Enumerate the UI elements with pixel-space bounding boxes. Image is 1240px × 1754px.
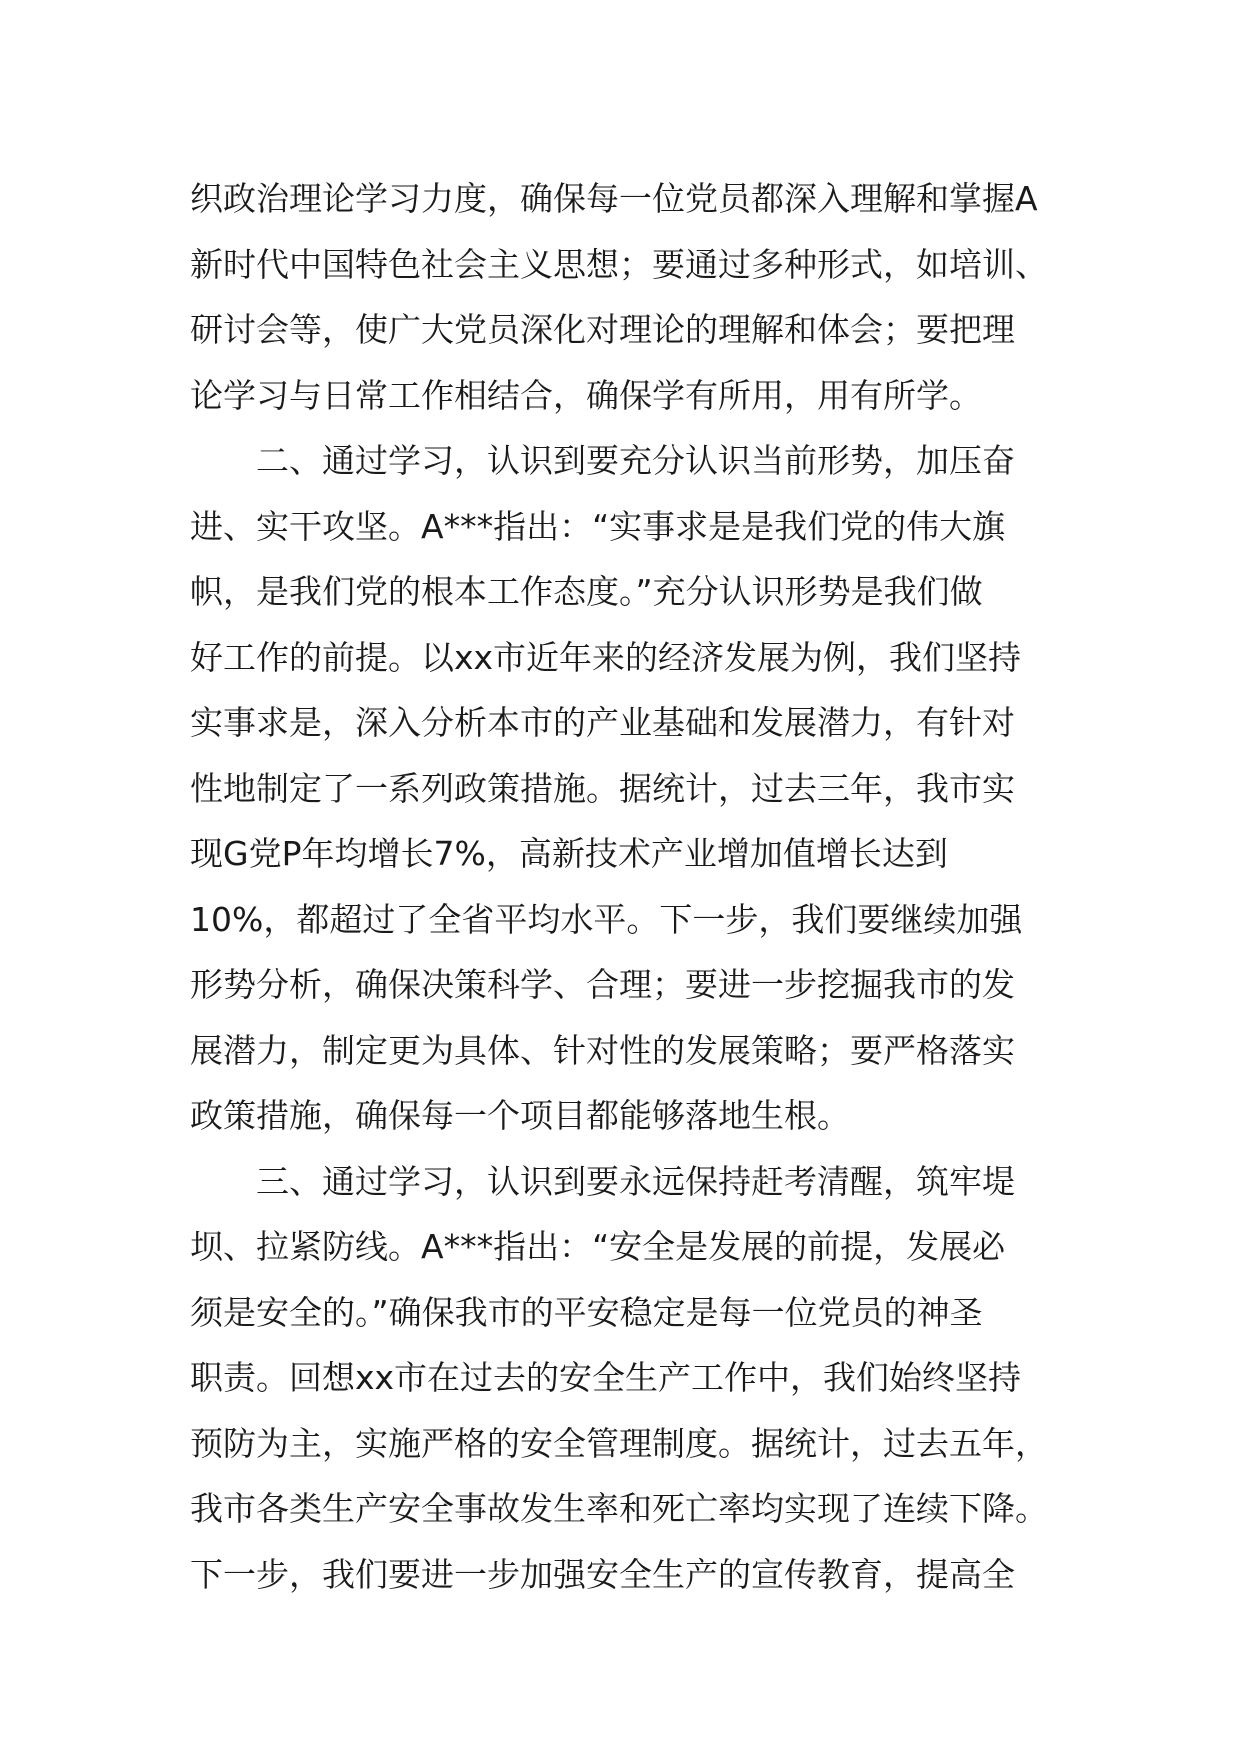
text-line: 论学习与日常工作相结合，确保学有所用，用有所学。 [190,375,982,415]
text-line: 10%，都超过了全省平均水平。下一步，我们要继续加强 [190,899,1023,939]
text-line: 预防为主，实施严格的安全管理制度。据统计，过去五年， [190,1423,1048,1463]
section-three-heading-line: 三、通过学习，认识到要永远保持赶考清醒，筑牢堤 [256,1161,1015,1201]
text-line: 帜，是我们党的根本工作态度。”充分认识形势是我们做 [190,572,983,611]
text-line: 职责。回想xx市在过去的安全生产工作中，我们始终坚持 [190,1358,1022,1397]
text-line: 现G党P年均增长7%，高新技术产业增加值增长达到 [190,834,948,873]
text-line: 须是安全的。”确保我市的平安稳定是每一位党员的神圣 [190,1292,983,1332]
text-line: 展潜力，制定更为具体、针对性的发展策略；要严格落实 [190,1030,1015,1070]
text-line: 好工作的前提。以xx市近年来的经济发展为例，我们坚持 [190,637,1022,677]
text-line: 下一步，我们要进一步加强安全生产的宣传教育，提高全 [190,1554,1015,1594]
text-line: 政策措施，确保每一个项目都能够落地生根。 [190,1096,850,1135]
text-line: 实事求是，深入分析本市的产业基础和发展潜力，有针对 [190,703,1015,742]
text-line: 新时代中国特色社会主义思想；要通过多种形式，如培训、 [190,244,1048,284]
text-line: 性地制定了一系列政策措施。据统计，过去三年，我市实 [190,768,1015,808]
section-two-heading-line: 二、通过学习，认识到要充分认识当前形势，加压奋 [256,441,1015,480]
text-line: 我市各类生产安全事故发生率和死亡率均实现了连续下降。 [190,1489,1048,1528]
text-line: 织政治理论学习力度，确保每一位党员都深入理解和掌握A [190,179,1038,218]
text-line: 进、实干攻坚。A***指出：“实事求是是我们党的伟大旗 [190,506,1006,546]
text-line: 研讨会等，使广大党员深化对理论的理解和体会；要把理 [190,310,1015,349]
body-text [190,166,1060,1607]
text-line: 坝、拉紧防线。A***指出：“安全是发展的前提，发展必 [190,1227,1006,1266]
text-line: 形势分析，确保决策科学、合理；要进一步挖掘我市的发 [190,965,1015,1004]
